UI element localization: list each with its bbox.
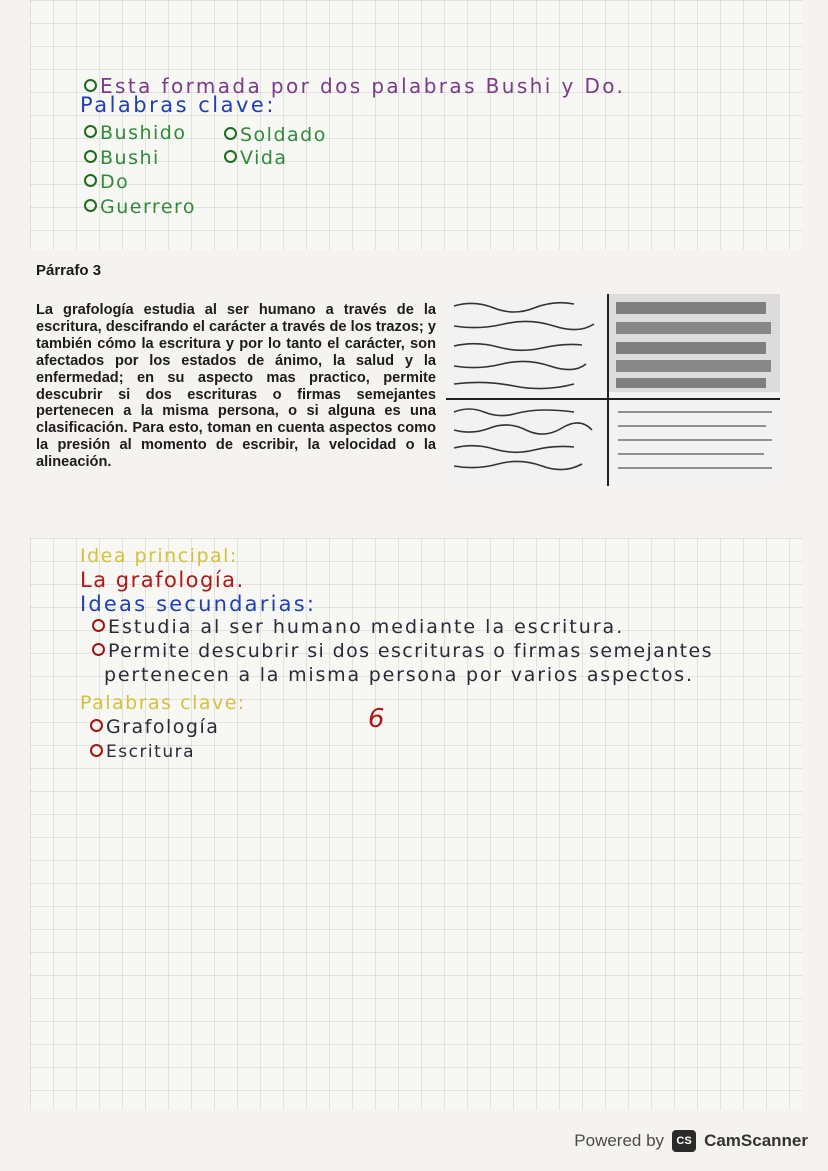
secondary-idea-1: Estudia al ser humano mediante la escritura. bbox=[92, 616, 624, 638]
bullet-icon bbox=[84, 125, 97, 138]
camscanner-brand: CamScanner bbox=[704, 1131, 808, 1150]
bullet-icon bbox=[224, 150, 237, 163]
grade-mark: 6 bbox=[368, 704, 387, 734]
keywords-title-top: Palabras clave: bbox=[80, 93, 276, 117]
bullet-icon bbox=[84, 199, 97, 212]
keyword-bushi: Bushi bbox=[84, 147, 160, 169]
bullet-icon bbox=[224, 127, 237, 140]
section-paragraph: La grafología estudia al ser humano a través de la escritura, descifrando el carácter a través de los trazos; y también cómo la escritura y por lo tanto el carácter, son afectados por los estados de ánimo, la salud y la enfermedad; en su aspecto mas practico, permite descubrir si dos escrituras o firmas semejantes pertenecen a la misma persona, o si alguna es una clasificación. Para esto, toman en cuenta aspectos como la presión al momento de escribir, la velocidad o la alineación. bbox=[36, 302, 436, 471]
keyword-escritura: Escritura bbox=[90, 742, 195, 762]
keyword-vida: Vida bbox=[224, 147, 288, 169]
bullet-icon bbox=[90, 719, 103, 732]
main-idea-text: La grafología. bbox=[80, 568, 245, 592]
secondary-ideas-title: Ideas secundarias: bbox=[80, 592, 317, 616]
bullet-icon bbox=[92, 643, 105, 656]
camscanner-logo-icon: CS bbox=[672, 1130, 696, 1152]
powered-by-text: Powered by bbox=[574, 1131, 665, 1150]
keywords-title-bottom: Palabras clave: bbox=[80, 692, 246, 714]
keyword-bushido: Bushido bbox=[84, 122, 186, 144]
secondary-idea-2-continuation: pertenecen a la misma persona por varios aspectos. bbox=[104, 664, 694, 686]
bullet-icon bbox=[90, 744, 103, 757]
keyword-grafologia: Grafología bbox=[90, 716, 219, 738]
note-text: Esta formada por dos palabras Bushi y Do. bbox=[100, 74, 626, 98]
handwriting-sample-image bbox=[446, 294, 780, 486]
keyword-soldado: Soldado bbox=[224, 124, 327, 146]
section-title: Párrafo 3 bbox=[36, 262, 102, 279]
keyword-guerrero: Guerrero bbox=[84, 196, 196, 218]
secondary-idea-2: Permite descubrir si dos escrituras o firmas semejantes bbox=[92, 640, 713, 662]
main-idea-title: Idea principal: bbox=[80, 545, 238, 567]
camscanner-footer bbox=[574, 1124, 808, 1158]
bullet-icon bbox=[84, 79, 97, 92]
bullet-icon bbox=[92, 619, 105, 632]
bullet-icon bbox=[84, 174, 97, 187]
keyword-do: Do bbox=[84, 171, 129, 193]
bullet-icon bbox=[84, 150, 97, 163]
